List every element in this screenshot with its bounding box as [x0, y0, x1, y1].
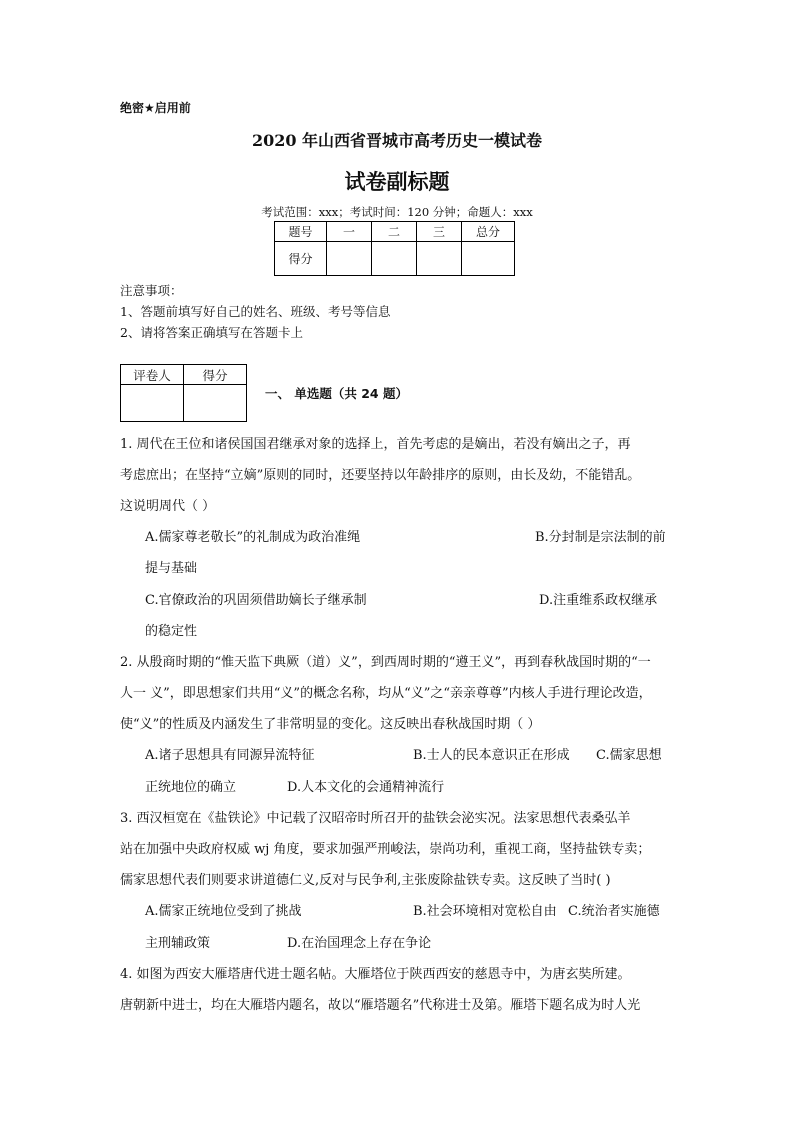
option-d: D.注重维系政权继承 — [539, 593, 658, 608]
score-header-cell: 题号 — [275, 222, 327, 242]
question-line: 1. 周代在王位和诸侯国国君继承对象的选择上，首先考虑的是嫡出，若没有嫡出之子，再 — [120, 437, 631, 452]
exam-title: 2020 年山西省晋城市高考历史一模试卷 — [251, 131, 543, 150]
grader-header-cell: 得分 — [184, 365, 247, 385]
question-line: 3. 西汉桓宽在《盐铁论》中记载了汉昭帝时所召开的盐铁会泌实况。法家思想代表桑弘羊 — [120, 811, 631, 826]
question-line: 使“义”的性质及内涵发生了非常明显的变化。这反映出春秋战国时期（ ） — [120, 717, 541, 732]
note-item: 2、请将答案正确填写在答题卡上 — [120, 325, 303, 340]
score-header-cell: 二 — [372, 222, 417, 242]
option-continuation: 提与基础 — [145, 561, 198, 576]
score-header-cell: 总分 — [462, 222, 515, 242]
question-line: 唐朝新中进士，均在大雁塔内题名，故以“雁塔题名”代称进士及第。雁塔下题名成为时人光 — [120, 998, 641, 1013]
option-d: D.在治国理念上存在争论 — [287, 936, 432, 951]
score-input-cell[interactable] — [417, 242, 462, 276]
question-line: 这说明周代（ ） — [120, 499, 216, 514]
option-continuation: 的稳定性 — [145, 624, 198, 639]
score-row-label: 得分 — [275, 242, 327, 276]
question-line: 考虑庶出；在坚持“立嫡”原则的同时，还要坚持以年龄排序的原则，由长及幼，不能错乱。 — [120, 468, 641, 483]
option-b: B.士人的民本意识正在形成 — [413, 748, 570, 763]
option-a: A.儒家正统地位受到了挑战 — [145, 904, 302, 919]
option-continuation: 主刑辅政策 — [145, 936, 211, 951]
note-item: 1、答题前填写好自己的姓名、班级、考号等信息 — [120, 304, 391, 319]
score-header-cell: 一 — [327, 222, 372, 242]
question-line: 2. 从殷商时期的“惟天监下典厥（道）义”，到西周时期的“遵王义”，再到春秋战国时期的“一 — [120, 655, 651, 670]
option-d: D.人本文化的会通精神流行 — [287, 780, 445, 795]
option-c: C.儒家思想 — [596, 748, 662, 763]
question-line: 人一 义”，即思想家们共用“义”的概念名称，均从“义”之“亲亲尊尊”内核人手进行理论改造， — [120, 686, 652, 701]
grader-input-cell[interactable] — [121, 385, 184, 422]
option-c: C.统治者实施德 — [568, 904, 660, 919]
notes-title: 注意事项： — [120, 283, 183, 298]
question-line: 儒家思想代表们则要求讲道德仁义,反对与民争利,主张废除盐铁专卖。这反映了当时( ) — [120, 873, 611, 888]
confidential-label: 绝密★启用前 — [120, 101, 191, 115]
option-continuation: 正统地位的确立 — [145, 780, 237, 795]
score-input-cell[interactable] — [327, 242, 372, 276]
score-input-cell[interactable] — [372, 242, 417, 276]
section-title: 一、 单选题（共 24 题） — [265, 386, 408, 401]
option-b: B.分封制是宗法制的前 — [535, 530, 666, 545]
option-a: A.诸子思想具有同源异流特征 — [145, 748, 315, 763]
option-c: C.官僚政治的巩固须借助嫡长子继承制 — [145, 593, 367, 608]
exam-info: 考试范围：xxx；考试时间：120 分钟；命题人：xxx — [261, 205, 533, 219]
option-a: A.儒家尊老敬长”的礼制成为政治准绳 — [145, 530, 361, 545]
grader-header-cell: 评卷人 — [121, 365, 184, 385]
score-header-cell: 三 — [417, 222, 462, 242]
grader-table — [120, 364, 247, 422]
question-line: 4. 如图为西安大雁塔唐代进士题名帖。大雁塔位于陕西西安的慈恩寺中，为唐玄奘所建。 — [120, 967, 631, 982]
score-input-cell[interactable] — [462, 242, 515, 276]
grader-input-cell[interactable] — [184, 385, 247, 422]
question-line: 站在加强中央政府权威 wj 角度，要求加强严刑峻法，崇尚功利，重视工商，坚持盐铁专卖； — [120, 842, 651, 857]
exam-subtitle: 试卷副标题 — [344, 170, 450, 194]
option-b: B.社会环境相对宽松自由 — [413, 904, 557, 919]
score-table — [274, 221, 515, 276]
